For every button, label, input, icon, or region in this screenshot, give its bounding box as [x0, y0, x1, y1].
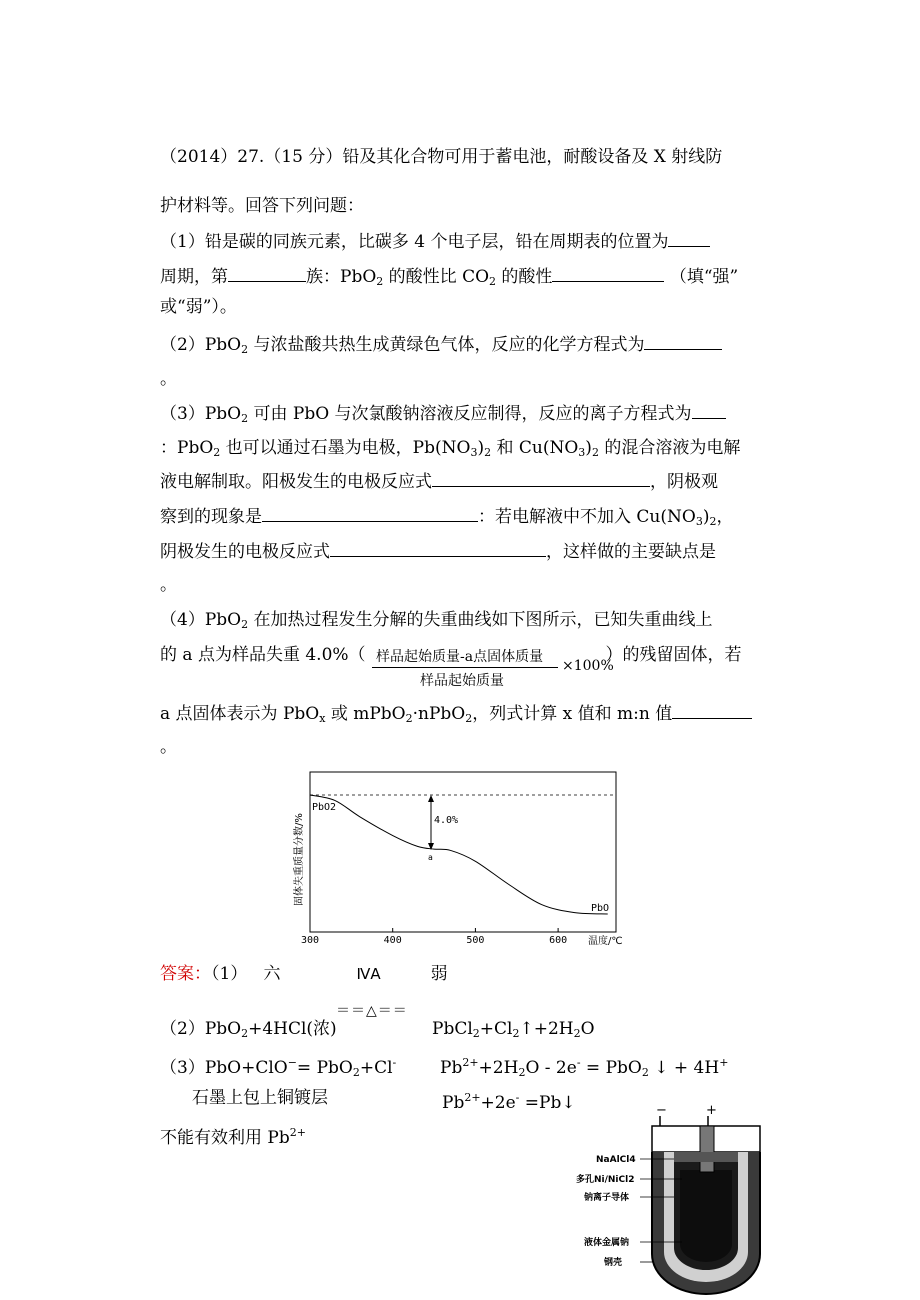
part3-line6: 。	[160, 575, 177, 595]
formula-denominator: 样品起始质量	[420, 673, 504, 689]
answer-part3: （3）PbO+ClO−= PbO$_2$+Cl-	[160, 1056, 397, 1079]
part3-line3: 液电解制取。阳极发生的电极反应式 ，阴极观	[160, 472, 718, 492]
part4-line4: 。	[160, 737, 177, 757]
weight-loss-curve	[310, 795, 608, 914]
answer-blank	[432, 470, 650, 487]
end-label: PbO	[591, 903, 610, 914]
drop-label: 4.0%	[434, 815, 459, 826]
formula-fraction-bar	[372, 667, 558, 668]
start-label: PbO2	[312, 802, 337, 813]
x-axis-label: 温度/℃	[588, 936, 623, 947]
answer-part3-anode: $Pb^{2+}+2H_2O - 2e^- = PbO_2$ ↓ + 4H+	[440, 1056, 729, 1079]
part3-line4: 察到的现象是 ：若电解液中不加入 $Cu(NO_3)_2$，	[160, 507, 734, 528]
x-tick-label: 500	[466, 935, 485, 946]
point-a-label: a	[428, 853, 433, 862]
answer-label: 答案：	[160, 964, 211, 984]
part2-line1: （2）PbO$_2$ 与浓盐酸共热生成黄绿色气体，反应的化学方程式为	[160, 333, 722, 361]
label-porous-ni: 多孔Ni/NiCl2	[576, 1175, 635, 1185]
answer-part2: （2）PbO$_2$+4HCl(浓)	[160, 1019, 337, 1040]
part4-line3: a 点固体表示为 PbO$_x$ 或 mPbO$_2$·nPbO$_2$，列式计算 x 值和 m:n 值	[160, 702, 752, 730]
nialcl4-layer	[674, 1152, 738, 1162]
answer-blank	[692, 402, 726, 419]
weight-loss-chart	[286, 768, 646, 950]
label-nialcl4: NaAlCl4	[596, 1155, 636, 1165]
part1-line3: 或“弱”）。	[160, 297, 237, 317]
question-header: （2014）27.（15 分）铅及其化合物可用于蓄电池，耐酸设备及 X 射线防	[160, 147, 723, 167]
formula-multiplier: ×100%	[562, 658, 614, 674]
label-ion-conductor: 钠离子导体	[584, 1193, 630, 1203]
label-steel-shell: 钢壳	[604, 1258, 623, 1268]
answer-blank	[644, 333, 722, 350]
part3-line2: ：PbO$_2$ 也可以通过石墨为电极，$Pb(NO_3)_2$ 和 $Cu(NO_3)_2$ 的混合溶液为电解	[160, 438, 741, 459]
plus-terminal-label: +	[706, 1104, 717, 1118]
sodium-cell-diagram	[574, 1104, 774, 1300]
answer-blank	[672, 702, 752, 719]
answer-blank	[668, 230, 710, 247]
answer-part3-cathode-equation: $Pb^{2+}+2e^-$ =Pb↓	[442, 1091, 576, 1113]
y-axis-label: 固体失重质量分数/%	[294, 813, 305, 906]
part4-line1: （4）PbO$_2$ 在加热过程发生分解的失重曲线如下图所示，已知失重曲线上	[160, 610, 713, 631]
plot-frame	[310, 772, 616, 932]
x-tick-label: 300	[300, 935, 320, 946]
part1-line2: 周期，第 族：PbO$_2$ 的酸性比 $CO_2$ 的酸性 （填“强”	[160, 267, 739, 288]
part2-line2: 。	[160, 369, 177, 389]
liquid-sodium	[680, 1170, 732, 1262]
x-tick-label: 600	[549, 935, 568, 946]
answer-blank	[228, 265, 306, 282]
answer-part1: 答案：（1） 六 ⅣA 弱	[160, 964, 448, 984]
label-liquid-sodium: 液体金属钠	[584, 1238, 630, 1248]
formula-numerator: 样品起始质量-a点固体质量	[376, 649, 544, 665]
minus-terminal-label: −	[656, 1104, 667, 1118]
answer-blank	[552, 265, 664, 282]
heating-arrow: ＝＝△＝＝	[336, 1003, 408, 1019]
center-electrode	[700, 1126, 714, 1172]
answer-blank	[330, 540, 546, 557]
part1-line1: （1）铅是碳的同族元素，比碳多 4 个电子层，铅在周期表的位置为	[160, 230, 710, 253]
part3-line5: 阴极发生的电极反应式 ，这样做的主要缺点是	[160, 542, 716, 562]
answer-part3-cathode-observation: 石墨上包上铜镀层	[192, 1088, 328, 1108]
question-header-2: 护材料等。回答下列问题：	[160, 196, 364, 216]
answer-part3-drawback: 不能有效利用 $Pb^{2+}$	[160, 1126, 306, 1148]
answer-part2-product: $PbCl_2+Cl_2↑+2H_2O$	[432, 1019, 595, 1040]
answer-blank	[262, 505, 478, 522]
x-tick-label: 400	[383, 935, 402, 946]
part4-line2: 的 a 点为样品失重 4.0%（ ）的残留固体，若	[160, 645, 742, 665]
drop-arrow-head-top	[428, 795, 434, 802]
part3-line1: （3）PbO$_2$ 可由 PbO 与次氯酸钠溶液反应制得，反应的离子方程式为	[160, 402, 726, 430]
